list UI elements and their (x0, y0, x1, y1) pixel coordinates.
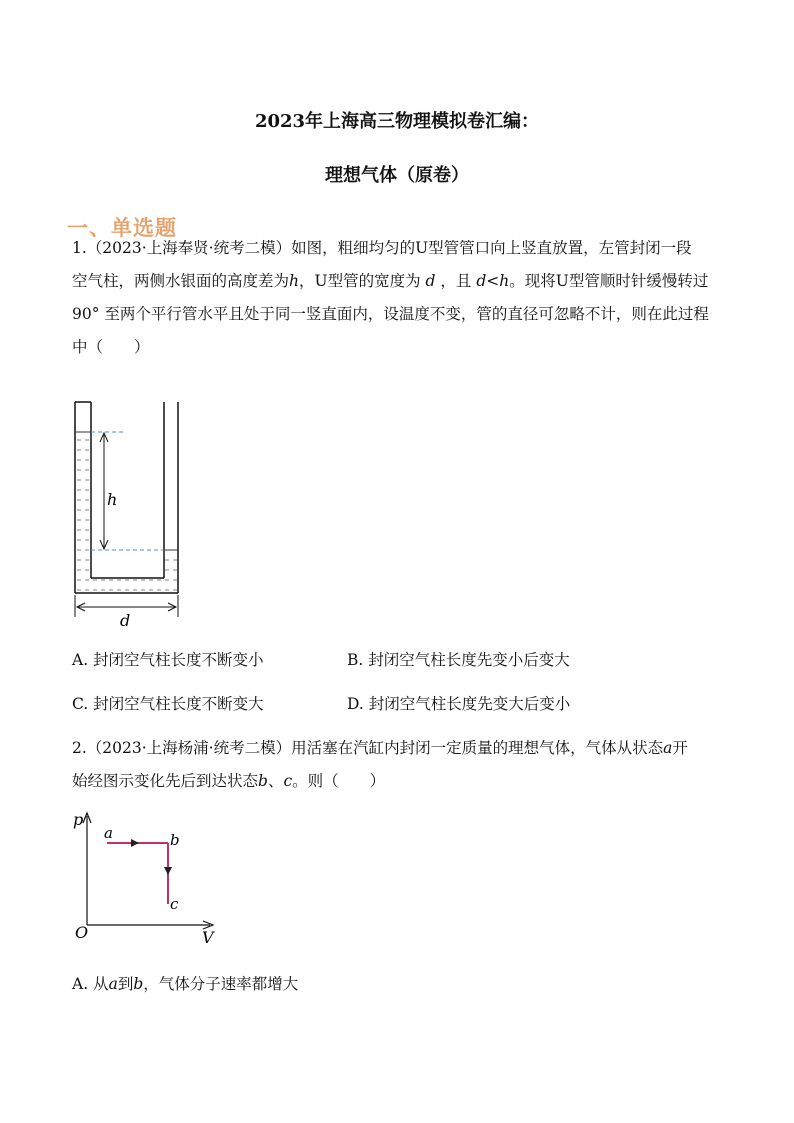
question-1 (72, 232, 727, 364)
pv-diagram (70, 808, 230, 948)
q1-option-c[interactable]: C. 封闭空气柱长度不断变大 (72, 695, 264, 713)
section-heading: 一、单选题 (67, 215, 177, 240)
v-axis-label: V (202, 928, 214, 947)
q1-option-b[interactable]: B. 封闭空气柱长度先变小后变大 (347, 651, 570, 669)
state-c-label: c (170, 895, 179, 913)
page-title: 2023年上海高三物理模拟卷汇编： (254, 111, 540, 132)
q1-line-3: 90° 至两个平行管水平且处于同一竖直面内，设温度不变，管的直径可忽略不计，则在此过程 (72, 305, 709, 323)
page-subtitle: 理想气体（原卷） (325, 165, 469, 186)
u-tube-figure (60, 395, 200, 635)
q2-option-a[interactable]: A. 从a到b，气体分子速率都增大 (72, 975, 299, 993)
question-2 (72, 732, 727, 798)
q2-line-2: 始经图示变化先后到达状态b、c。则（ ） (72, 772, 386, 790)
q1-line-1: 1.（2023·上海奉贤·统考二模）如图，粗细均匀的U型管管口向上竖直放置，左管封闭一段 (72, 239, 692, 257)
d-label: d (120, 611, 131, 630)
h-label: h (107, 490, 118, 509)
q1-option-a[interactable]: A. 封闭空气柱长度不断变小 (72, 651, 264, 669)
q2-line-1: 2.（2023·上海杨浦·统考二模）用活塞在汽缸内封闭一定质量的理想气体，气体从状态a开 (72, 739, 688, 757)
origin-label: O (75, 923, 89, 942)
state-a-label: a (104, 824, 113, 842)
q1-option-d[interactable]: D. 封闭空气柱长度先变大后变小 (347, 695, 571, 713)
q1-line-4: 中（ ） (72, 338, 150, 356)
state-b-label: b (170, 831, 180, 849)
q1-line-2: 空气柱，两侧水银面的高度差为h，U型管的宽度为 d ，且 d<h。现将U型管顺时针缓慢转过 (72, 272, 709, 290)
p-axis-label: p (73, 810, 84, 829)
